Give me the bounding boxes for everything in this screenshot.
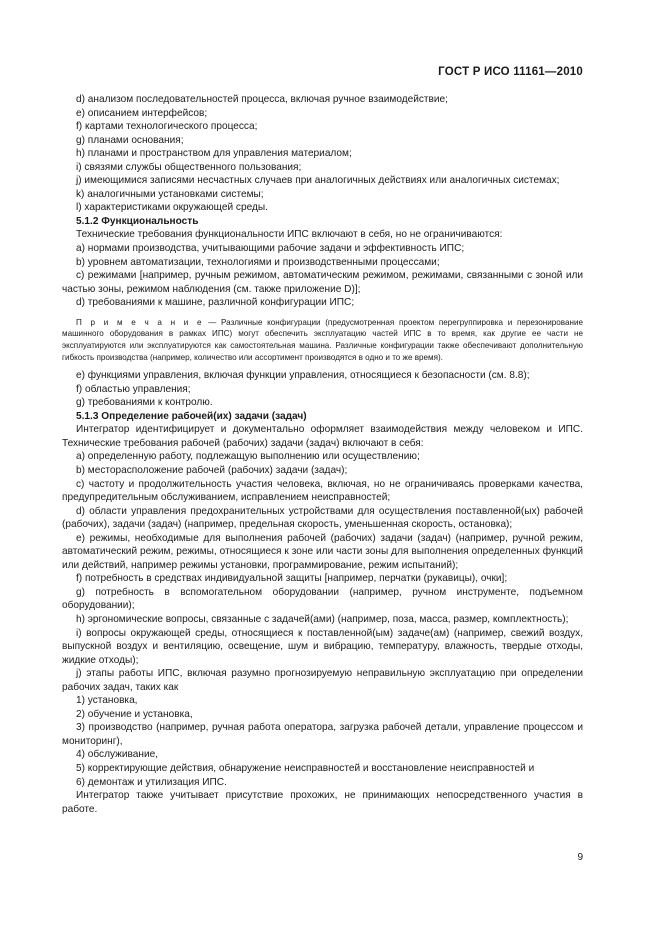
list-item: j) этапы работы ИПС, включая разумно прогнозируемую неправильную эксплуатацию при определении рабочих задач, таких как bbox=[62, 668, 583, 693]
list-item: g) потребность в вспомогательном оборудовании (например, ручном инструменте, подъемном оборудовании); bbox=[62, 586, 583, 612]
sub-list-item: 6) демонтаж и утилизация ИПС. bbox=[76, 776, 227, 788]
sub-list-item: 4) обслуживание, bbox=[76, 749, 159, 761]
sub-list-item: 3) производство (например, ручная работа оператора, загрузка рабочей детали, управление процессом и мониторинг), bbox=[62, 722, 583, 747]
list-item: a) определенную работу, подлежащую выполнению или осуществлению; bbox=[76, 451, 420, 463]
note-label: П р и м е ч а н и е bbox=[76, 317, 204, 327]
note bbox=[62, 317, 583, 363]
list-item: e) описанием интерфейсов; bbox=[76, 107, 208, 119]
document-body bbox=[62, 93, 583, 816]
list-item: d) анализом последовательностей процесса, включая ручное взаимодействие; bbox=[76, 94, 448, 105]
document-header: ГОСТ Р ИСО 11161—2010 bbox=[438, 66, 583, 78]
list-item: g) требованиями к контролю. bbox=[76, 397, 213, 409]
list-item: f) областью управления; bbox=[76, 383, 191, 395]
list-item: d) области управления предохранительных устройствами для осуществления поставленной(ых) рабочей (рабочих), задачи (задач) (например, предельная скорость, уменьшенная скорость, остановка); bbox=[62, 505, 583, 531]
paragraph: Интегратор идентифицирует и документально оформляет взаимодействия между человеком и ИПС. Технические требования рабочей (рабочих) задачи (задач) включают в себя: bbox=[62, 424, 583, 449]
list-item: h) эргономические вопросы, связанные с задачей(ами) (например, поза, масса, размер, комплектность); bbox=[76, 613, 569, 625]
list-item: d) требованиями к машине, различной конфигурации ИПС; bbox=[76, 297, 355, 309]
list-item: b) уровнем автоматизации, технологиями и производственными процессами; bbox=[76, 256, 440, 268]
list-item: g) планами основания; bbox=[76, 134, 184, 146]
list-item: i) вопросы окружающей среды, относящиеся к поставленной(ым) задаче(ам) (например, свежий воздух, выпускной воздух и вентиляцию, освещение, шум и вибрацию, температуру, влажность, твердые отходы, жидкие отходы); bbox=[62, 627, 583, 666]
section-heading: 5.1.2 Функциональность bbox=[76, 215, 199, 227]
paragraph: Технические требования функциональности ИПС включают в себя, но не ограничиваются: bbox=[76, 229, 503, 241]
list-item: a) нормами производства, учитывающими рабочие задачи и эффективность ИПС; bbox=[76, 243, 465, 255]
list-item: k) аналогичными установками системы; bbox=[76, 188, 264, 200]
sub-list-item: 2) обучение и установка, bbox=[76, 708, 193, 720]
section-heading: 5.1.3 Определение рабочей(их) задачи (задач) bbox=[76, 410, 307, 422]
list-item: c) частоту и продолжительность участия человека, включая, но не ограничиваясь проверками качества, предупредительным обслуживанием, исправлением неисправностей; bbox=[62, 478, 583, 504]
list-item: j) имеющимися записями несчастных случаев при аналогичных действиях или аналогичных системах; bbox=[76, 175, 560, 187]
sub-list-item: 5) корректирующие действия, обнаружение неисправностей и восстановление неисправностей и bbox=[76, 762, 535, 774]
list-item: f) картами технологического процесса; bbox=[76, 121, 258, 133]
list-item: i) связями службы общественного пользования; bbox=[76, 161, 302, 173]
list-item: e) функциями управления, включая функции управления, относящиеся к безопасности (см. 8.8); bbox=[76, 370, 530, 382]
paragraph: Интегратор также учитывает присутствие прохожих, не принимающих непосредственного участия в работе. bbox=[62, 790, 583, 815]
note-text: — Различные конфигурации (предусмотренная проектом перегруппировка и перезонирование машинного оборудования в рамках ИПС) могут обеспечить эксплуатацию частей ИПС в то время, как другие ее части не эксплуатируются или эксплуатируются как самостоятельная машина. Различные конфигурации также обеспечивают дополнительную гибкость производства (например, количество или ассортимент производятся в одно и то же время). bbox=[62, 317, 583, 362]
list-item: h) планами и пространством для управления материалом; bbox=[76, 148, 352, 160]
list-item: b) месторасположение рабочей (рабочих) задачи (задач); bbox=[76, 464, 348, 476]
sub-list-item: 1) установка, bbox=[76, 695, 138, 707]
list-item: c) режимами [например, ручным режимом, автоматическим режимом, режимами, связанными с зоной или частью зоны, режимом наблюдения (см. также приложение D)]; bbox=[62, 270, 583, 295]
list-item: f) потребность в средствах индивидуальной защиты [например, перчатки (рукавицы), очки]; bbox=[76, 573, 508, 585]
list-item: e) режимы, необходимые для выполнения рабочей (рабочих) задачи (задач) (например, ручной режим, автоматический режим, режимы, относящиеся к зоне или части зоны для выполнения определенных функций или действий, например режимы установки, программирование, режим испытаний); bbox=[62, 532, 583, 571]
page-number: 9 bbox=[577, 852, 583, 863]
list-item: l) характеристиками окружающей среды. bbox=[76, 202, 268, 214]
